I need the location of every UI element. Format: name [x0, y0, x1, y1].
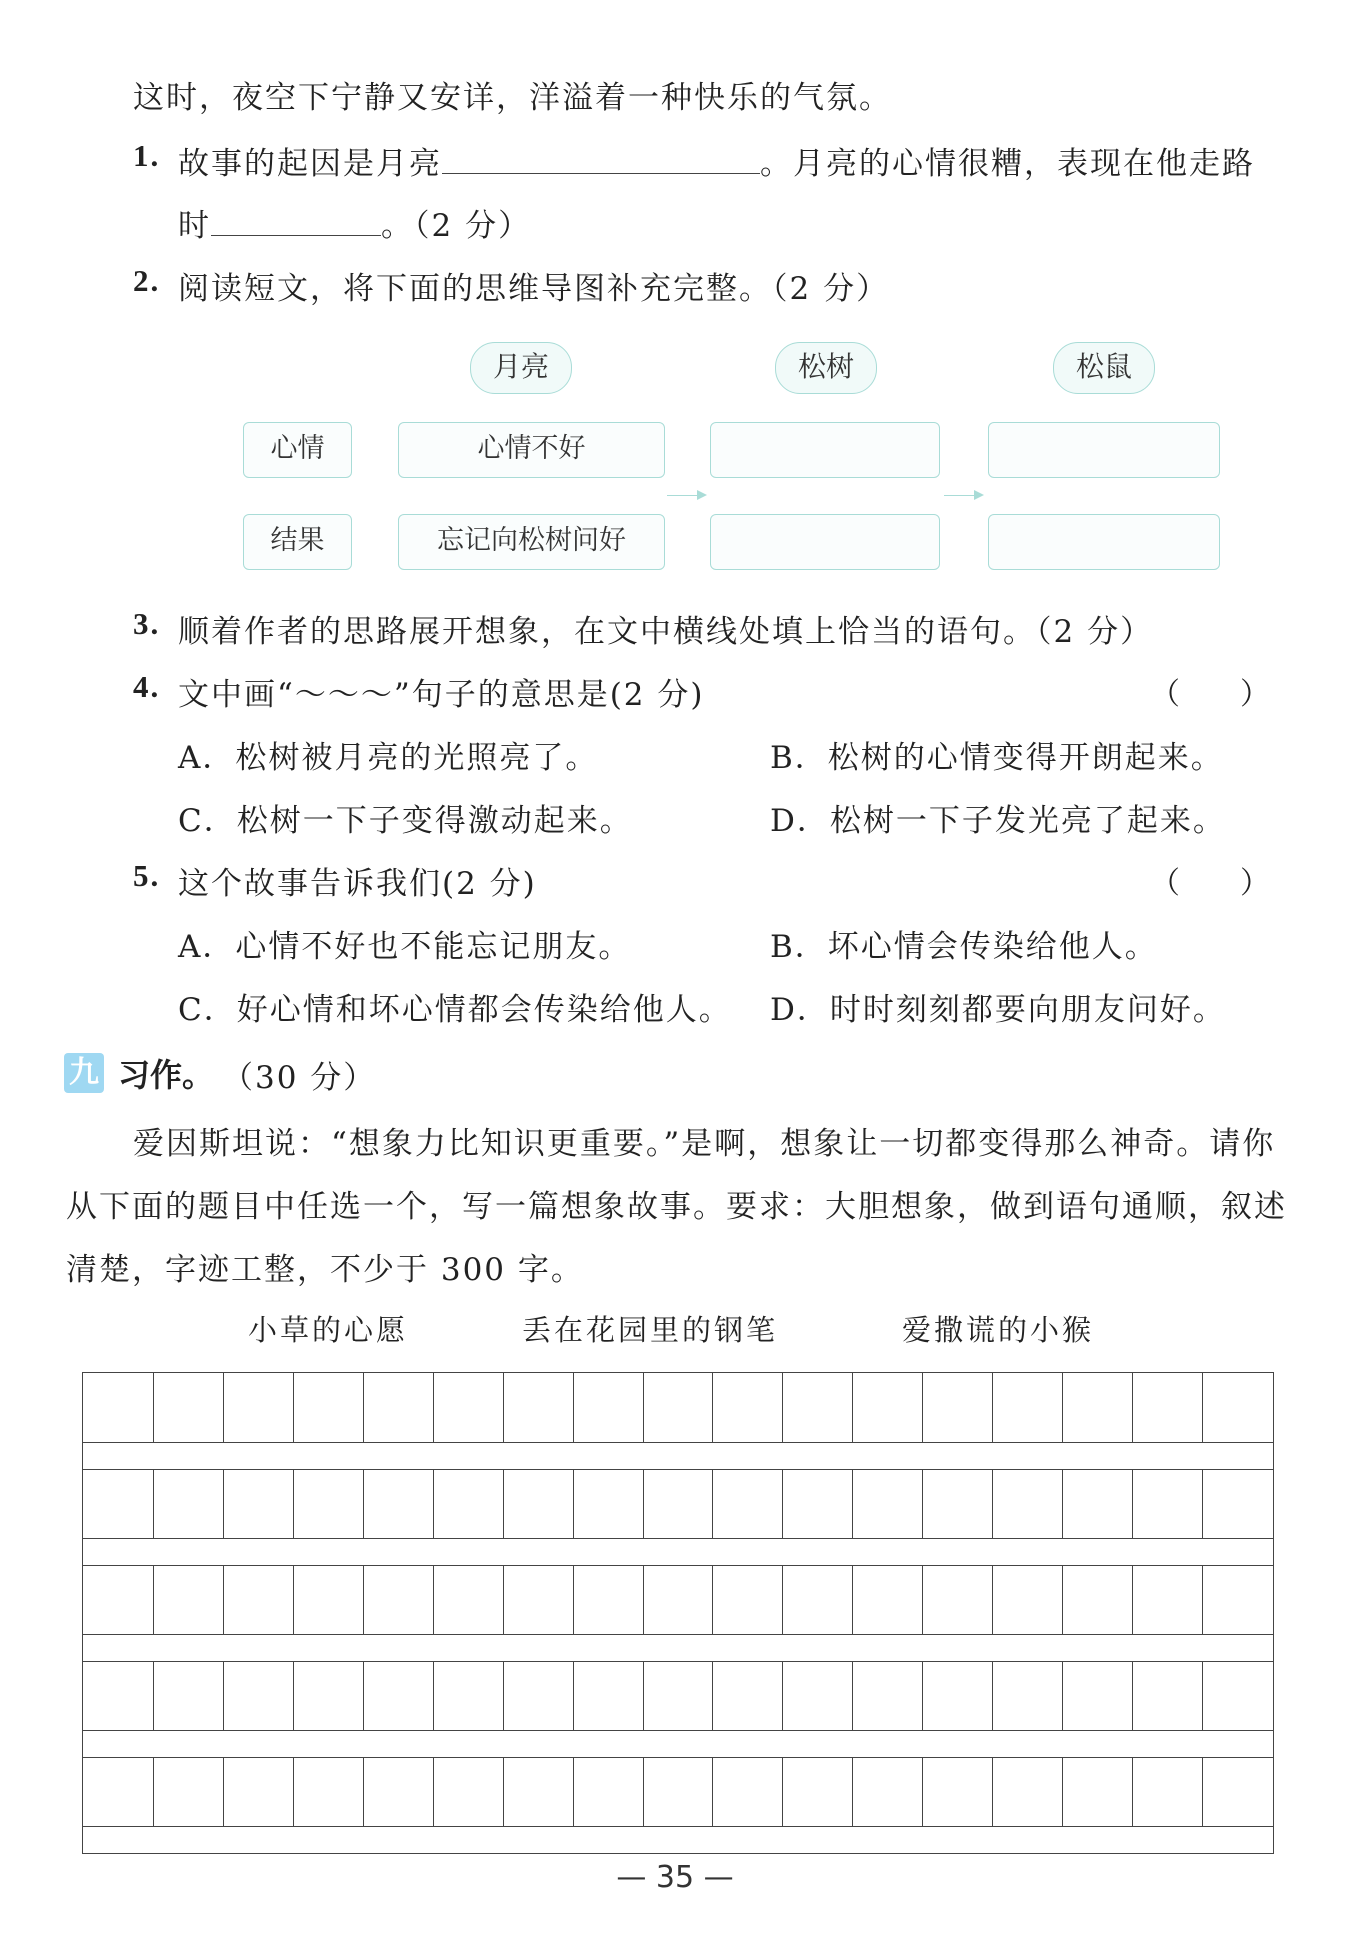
grid-cell[interactable] [153, 1373, 224, 1442]
grid-cell[interactable] [782, 1373, 853, 1442]
grid-cell[interactable] [922, 1758, 993, 1826]
grid-cell[interactable] [83, 1566, 154, 1634]
mindmap-pine-mood-blank[interactable] [710, 422, 940, 478]
grid-cell[interactable] [293, 1470, 364, 1538]
grid-cell[interactable] [363, 1566, 434, 1634]
grid-cell[interactable] [433, 1566, 504, 1634]
grid-cell[interactable] [852, 1662, 923, 1730]
q1-question-cont [178, 200, 531, 245]
q4-option-d[interactable]: D．松树一下子发光亮了起来。 [770, 803, 1226, 839]
grid-row[interactable] [83, 1373, 1273, 1443]
mindmap-header-moon: 月亮 [470, 342, 572, 394]
grid-cell[interactable] [363, 1758, 434, 1826]
grid-cell[interactable] [503, 1373, 574, 1442]
grid-cell[interactable] [712, 1470, 783, 1538]
q4-number: 4. [133, 669, 161, 704]
grid-cell[interactable] [1132, 1662, 1203, 1730]
q1-text-d: 。（2 分） [381, 208, 532, 244]
q1-blank-1[interactable] [442, 172, 760, 174]
q3-number: 3. [133, 606, 161, 641]
q5-text: 这个故事告诉我们(2 分) [178, 866, 537, 902]
q5-option-a[interactable]: A．心情不好也不能忘记朋友。 [178, 929, 632, 965]
grid-cell[interactable] [992, 1758, 1063, 1826]
page-number: — 35 — [616, 1860, 734, 1895]
grid-cell[interactable] [433, 1373, 504, 1442]
q1-text-a: 故事的起因是月亮 [178, 146, 442, 182]
grid-cell[interactable] [852, 1758, 923, 1826]
grid-cell[interactable] [852, 1566, 923, 1634]
grid-cell[interactable] [83, 1662, 154, 1730]
q4-option-c[interactable]: C．松树一下子变得激动起来。 [178, 803, 633, 839]
q4-answer-paren[interactable]: （ ） [1150, 677, 1270, 712]
grid-cell[interactable] [992, 1373, 1063, 1442]
q5-option-d[interactable]: D．时时刻刻都要向朋友问好。 [770, 992, 1226, 1028]
grid-cell[interactable] [293, 1566, 364, 1634]
q5-number: 5. [133, 858, 161, 893]
grid-cell[interactable] [1062, 1662, 1133, 1730]
grid-cell[interactable] [1132, 1758, 1203, 1826]
grid-cell[interactable] [643, 1470, 714, 1538]
topic-option-3[interactable]: 爱撒谎的小猴 [902, 1313, 1095, 1347]
grid-cell[interactable] [643, 1758, 714, 1826]
q1-text-b: 。月亮的心情很糟，表现在他走路 [760, 146, 1255, 182]
grid-cell[interactable] [712, 1758, 783, 1826]
grid-cell[interactable] [782, 1470, 853, 1538]
grid-cell[interactable] [293, 1373, 364, 1442]
mindmap-moon-result: 忘记向松树问好 [398, 514, 665, 570]
mindmap-label-mood: 心情 [243, 422, 352, 478]
grid-cell[interactable] [643, 1662, 714, 1730]
grid-cell[interactable] [153, 1566, 224, 1634]
grid-cell[interactable] [1062, 1566, 1133, 1634]
grid-cell[interactable] [922, 1566, 993, 1634]
section-nine-badge: 九 [64, 1053, 104, 1093]
grid-cell[interactable] [712, 1566, 783, 1634]
q2-number: 2. [133, 263, 161, 298]
grid-cell[interactable] [643, 1373, 714, 1442]
grid-cell[interactable] [1062, 1758, 1133, 1826]
mindmap-moon-mood: 心情不好 [398, 422, 665, 478]
grid-cell[interactable] [922, 1470, 993, 1538]
mindmap-squirrel-mood-blank[interactable] [988, 422, 1220, 478]
grid-cell[interactable] [992, 1662, 1063, 1730]
grid-cell[interactable] [293, 1662, 364, 1730]
q1-number: 1. [133, 138, 161, 173]
mindmap-header-squirrel: 松鼠 [1053, 342, 1155, 394]
q5-answer-paren[interactable]: （ ） [1150, 866, 1270, 901]
writing-grid[interactable] [82, 1372, 1274, 1854]
mindmap-squirrel-result-blank[interactable] [988, 514, 1220, 570]
grid-cell[interactable] [223, 1662, 294, 1730]
q1-text-c: 时 [178, 208, 211, 244]
topic-option-2[interactable]: 丢在花园里的钢笔 [522, 1313, 779, 1347]
grid-cell[interactable] [503, 1662, 574, 1730]
grid-cell[interactable] [573, 1470, 644, 1538]
q3-text: 顺着作者的思路展开想象，在文中横线处填上恰当的语句。（2 分） [178, 614, 1154, 650]
q5-option-c[interactable]: C．好心情和坏心情都会传染给他人。 [178, 992, 732, 1028]
grid-cell[interactable] [153, 1470, 224, 1538]
grid-cell[interactable] [643, 1566, 714, 1634]
grid-cell[interactable] [573, 1373, 644, 1442]
grid-cell[interactable] [223, 1758, 294, 1826]
q1-blank-2[interactable] [211, 234, 381, 236]
writing-prompt-line-2: 从下面的题目中任选一个，写一篇想象故事。要求：大胆想象，做到语句通顺，叙述 [66, 1189, 1287, 1225]
grid-cell[interactable] [153, 1758, 224, 1826]
grid-cell[interactable] [782, 1662, 853, 1730]
grid-cell[interactable] [83, 1373, 154, 1442]
grid-cell[interactable] [83, 1470, 154, 1538]
grid-cell[interactable] [992, 1470, 1063, 1538]
grid-row[interactable] [83, 1565, 1273, 1635]
topic-option-1[interactable]: 小草的心愿 [248, 1313, 409, 1347]
grid-cell[interactable] [503, 1758, 574, 1826]
grid-cell[interactable] [992, 1566, 1063, 1634]
grid-cell[interactable] [223, 1566, 294, 1634]
grid-cell[interactable] [363, 1470, 434, 1538]
grid-cell[interactable] [153, 1662, 224, 1730]
grid-cell[interactable] [782, 1566, 853, 1634]
grid-row[interactable] [83, 1757, 1273, 1827]
grid-cell[interactable] [1132, 1470, 1203, 1538]
grid-cell[interactable] [1062, 1470, 1133, 1538]
grid-row[interactable] [83, 1469, 1273, 1539]
grid-cell[interactable] [363, 1662, 434, 1730]
writing-prompt-line-3: 清楚，字迹工整，不少于 300 字。 [66, 1252, 584, 1288]
grid-cell[interactable] [433, 1470, 504, 1538]
grid-cell[interactable] [573, 1662, 644, 1730]
grid-row[interactable] [83, 1661, 1273, 1731]
grid-cell[interactable] [573, 1566, 644, 1634]
q4-option-b[interactable]: B．松树的心情变得开朗起来。 [770, 740, 1224, 776]
grid-cell[interactable] [433, 1662, 504, 1730]
grid-cell[interactable] [83, 1758, 154, 1826]
arrow-right-icon [667, 495, 705, 496]
grid-cell[interactable] [1132, 1566, 1203, 1634]
intro-text: 这时，夜空下宁静又安详，洋溢着一种快乐的气氛。 [133, 80, 892, 116]
grid-cell[interactable] [1132, 1373, 1203, 1442]
grid-cell[interactable] [922, 1373, 993, 1442]
grid-cell[interactable] [712, 1373, 783, 1442]
grid-cell[interactable] [223, 1470, 294, 1538]
q1-question [178, 138, 1255, 183]
grid-cell[interactable] [503, 1566, 574, 1634]
grid-cell[interactable] [293, 1758, 364, 1826]
grid-cell[interactable] [573, 1758, 644, 1826]
section-nine-score: （30 分） [222, 1060, 377, 1096]
grid-cell[interactable] [852, 1470, 923, 1538]
mindmap-pine-result-blank[interactable] [710, 514, 940, 570]
grid-cell[interactable] [712, 1662, 783, 1730]
writing-prompt-line-1: 爱因斯坦说：“想象力比知识更重要。”是啊，想象让一切都变得那么神奇。请你 [133, 1126, 1276, 1162]
q4-text: 文中画“～～～”句子的意思是(2 分) [178, 677, 705, 713]
arrow-right-icon [944, 495, 982, 496]
q4-option-a[interactable]: A．松树被月亮的光照亮了。 [178, 740, 599, 776]
q2-text: 阅读短文，将下面的思维导图补充完整。（2 分） [178, 271, 890, 307]
mindmap-header-pine: 松树 [775, 342, 877, 394]
q5-option-b[interactable]: B．坏心情会传染给他人。 [770, 929, 1158, 965]
grid-cell[interactable] [363, 1373, 434, 1442]
section-nine-title: 习作。 [118, 1056, 215, 1094]
grid-cell[interactable] [782, 1758, 853, 1826]
grid-cell[interactable] [223, 1373, 294, 1442]
grid-cell[interactable] [1062, 1373, 1133, 1442]
grid-cell[interactable] [433, 1758, 504, 1826]
mindmap-label-result: 结果 [243, 514, 352, 570]
grid-cell[interactable] [503, 1470, 574, 1538]
grid-cell[interactable] [922, 1662, 993, 1730]
grid-cell[interactable] [852, 1373, 923, 1442]
